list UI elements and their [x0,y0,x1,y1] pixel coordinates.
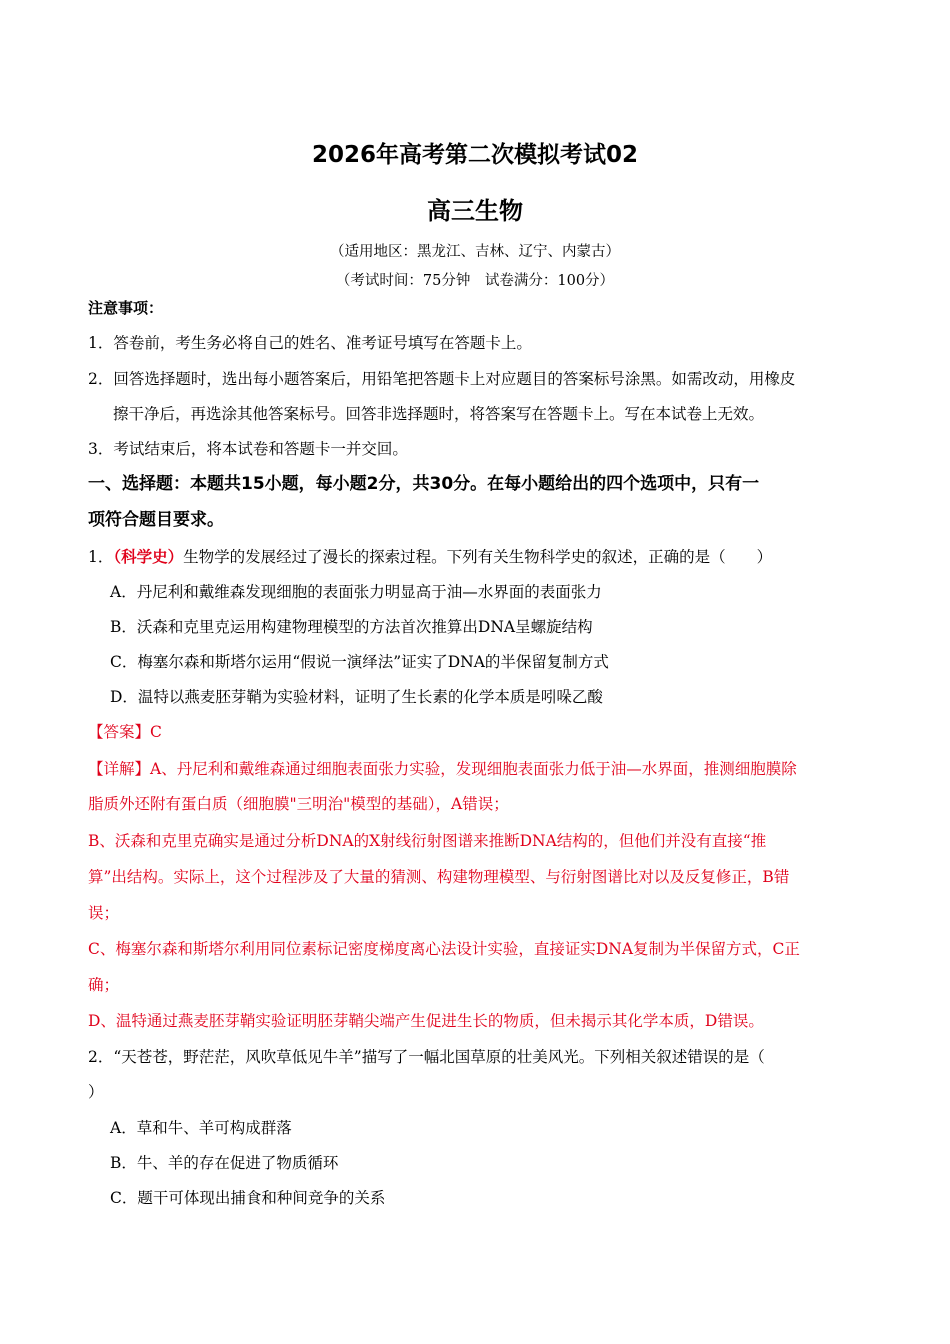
explain-line: B、沃森和克里克确实是通过分析DNA的X射线衍射图谱来推断DNA结构的，但他们并没有直接“推 [88,832,767,850]
explain-label: 【详解】 [88,760,151,778]
notice-item-2-cont: 擦干净后，再选涂其他答案标号。回答非选择题时，将答案写在答题卡上。写在本试卷上无效。 [113,405,765,423]
explain-line: A、丹尼利和戴维森通过细胞表面张力实验，发现细胞表面张力低于油—水界面，推测细胞膜除 [150,760,797,778]
notice-item-3: 3．考试结束后，将本试卷和答题卡一并交回。 [88,440,408,458]
regions-note: （适用地区：黑龙江、吉林、辽宁、内蒙古） [330,244,620,260]
question-2-stem-cont: ） [88,1083,104,1101]
answer-value: C [150,723,162,741]
exam-title: 2026年高考第二次模拟考试02 [311,142,639,168]
q1-option-d: D．温特以燕麦胚芽鞘为实验材料，证明了生长素的化学本质是吲哚乙酸 [110,688,603,706]
q1-explanation [88,758,797,780]
notice-item-2: 2．回答选择题时，选出每小题答案后，用铅笔把答题卡上对应题目的答案标号涂黑。如需改动，用橡皮 [88,370,796,388]
q2-option-a: A．草和牛、羊可构成群落 [110,1119,292,1137]
explain-line: 脂质外还附有蛋白质（细胞膜"三明治"模型的基础），A错误； [88,795,509,813]
subject-title: 高三生物 [427,197,523,225]
explain-line: 算”出结构。实际上，这个过程涉及了大量的猜测、构建物理模型、与衍射图谱比对以及反复修正，B错 [88,868,790,886]
q2-option-b: B．牛、羊的存在促进了物质循环 [110,1154,339,1172]
question-number: 1． [88,548,114,566]
question-tag: （科学史） [113,547,184,566]
q1-option-c: C．梅塞尔森和斯塔尔运用“假说一演绎法”证实了DNA的半保留复制方式 [110,653,609,671]
notice-heading: 注意事项： [88,299,164,317]
explain-line: 误； [88,904,120,922]
q1-answer [88,721,162,743]
explain-line: C、梅塞尔森和斯塔尔利用同位素标记密度梯度离心法设计实验，直接证实DNA复制为半保留方式，C正 [88,940,800,958]
section-heading-cont: 项符合题目要求。 [88,510,224,530]
q2-option-c: C．题干可体现出捕食和种间竞争的关系 [110,1189,386,1207]
exam-info: （考试时间：75分钟 试卷满分：100分） [335,273,615,289]
q1-option-a: A．丹尼利和戴维森发现细胞的表面张力明显高于油—水界面的表面张力 [110,583,602,601]
answer-label: 【答案】 [88,723,151,741]
question-1-stem [88,546,772,568]
question-text: 生物学的发展经过了漫长的探索过程。下列有关生物科学史的叙述，正确的是（ ） [183,548,773,566]
notice-item-1: 1．答卷前，考生务必将自己的姓名、准考证号填写在答题卡上。 [88,334,532,352]
explain-line: D、温特通过燕麦胚芽鞘实验证明胚芽鞘尖端产生促进生长的物质，但未揭示其化学本质，D错误。 [88,1012,764,1030]
section-heading: 一、选择题：本题共15小题，每小题2分，共30分。在每小题给出的四个选项中，只有一 [88,474,760,494]
explain-line: 确； [88,976,120,994]
question-2-stem: 2．“天苍苍，野茫茫，风吹草低见牛羊”描写了一幅北国草原的壮美风光。下列相关叙述错误的是（ [88,1048,765,1066]
q1-option-b: B．沃森和克里克运用构建物理模型的方法首次推算出DNA呈螺旋结构 [110,618,593,636]
